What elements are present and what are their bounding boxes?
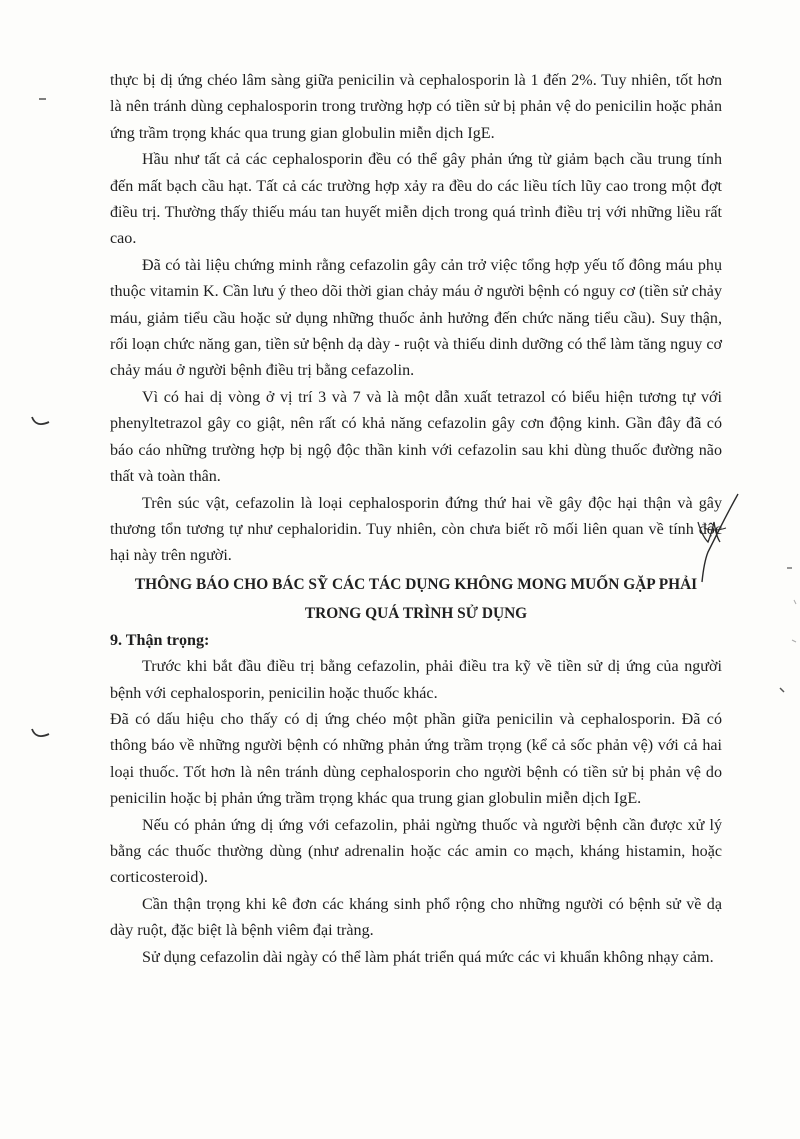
paragraph-neutropenia: Hầu như tất cả các cephalosporin đều có thể gây phản ứng từ giảm bạch cầu trung tính đến mất bạch cầu hạt. Tất cả các trường hợp xảy ra đều do các liều tích lũy cao trong một đợt điều trị. Thường thấy thiếu máu tan huyết miễn dịch trong quá trình điều trị với những liều rất cao. bbox=[110, 151, 722, 248]
precaution-cross-allergy: Đã có dấu hiệu cho thấy có dị ứng chéo một phần giữa penicilin và cephalosporin. Đã có thông báo về những người bệnh có những phản ứng trầm trọng (kể cả sốc phản vệ) với cả hai loại thuốc. Tốt hơn là nên tránh dùng cephalosporin cho người bệnh có tiền sử bị phản vệ do penicilin hoặc bị phản ứng trầm trọng khác qua trung gian globulin miễn dịch IgE. bbox=[110, 710, 722, 808]
handwritten-signature bbox=[668, 492, 740, 592]
paragraph-seizure: Vì có hai dị vòng ở vị trí 3 và 7 và là một dẫn xuất tetrazol có biểu hiện tương tự với phenyltetrazol gây co giật, nên rất có khả năng cefazolin gây cơn động kinh. Gần đây đã có báo cáo những trường hợp bị ngộ độc thần kinh với cefazolin sau khi dùng thuốc đường não thất và toàn thân. bbox=[110, 388, 722, 486]
document-body bbox=[110, 68, 722, 971]
punch-hole-mark-top bbox=[30, 414, 52, 432]
punch-hole-mark-bottom bbox=[30, 726, 52, 744]
precaution-allergic-reaction: Nếu có phản ứng dị ứng với cefazolin, phải ngừng thuốc và người bệnh cần được xử lý bằng các thuốc thường dùng (như adrenalin hoặc các amin co mạch, kháng histamin, hoặc corticosteroid). bbox=[110, 816, 722, 887]
paragraph-continuation: thực bị dị ứng chéo lâm sàng giữa penicilin và cephalosporin là 1 đến 2%. Tuy nhiên, tốt hơn là nên tránh dùng cephalosporin trong trường hợp có tiền sử bị phản vệ do penicilin hoặc phản ứng trầm trọng khác qua trung gian globulin miễn dịch IgE. bbox=[110, 72, 722, 142]
precaution-long-term-use: Sử dụng cefazolin dài ngày có thể làm phát triển quá mức các vi khuẩn không nhạy cảm. bbox=[142, 948, 714, 966]
precaution-allergy-history: Trước khi bắt đầu điều trị bằng cefazolin, phải điều tra kỹ về tiền sử dị ứng của người bệnh với cephalosporin, penicilin hoặc thuốc khác. bbox=[110, 658, 722, 702]
paragraph-animal-toxicity: Trên súc vật, cefazolin là loại cephalosporin đứng thứ hai về gây độc hại thận và gây thương tổn tương tự như cephaloridin. Tuy nhiên, còn chưa biết rõ mối liên quan về tính độc hại này trên người. bbox=[110, 494, 722, 565]
paragraph-vitamin-k: Đã có tài liệu chứng minh rằng cefazolin gây cản trở việc tổng hợp yếu tố đông máu phụ thuộc vitamin K. Cần lưu ý theo dõi thời gian chảy máu ở người bệnh có nguy cơ (tiền sử chảy máu, giảm tiểu cầu hoặc sử dụng những thuốc ảnh hưởng đến chức năng tiểu cầu). Suy thận, rối loạn chức năng gan, tiền sử bệnh dạ dày - ruột và thiếu dinh dưỡng có thể làm tăng nguy cơ chảy máu ở người bệnh điều trị bằng cefazolin. bbox=[110, 256, 722, 380]
precaution-broad-spectrum: Cần thận trọng khi kê đơn các kháng sinh phổ rộng cho những người có bệnh sử về dạ dày ruột, đặc biệt là bệnh viêm đại tràng. bbox=[110, 895, 722, 940]
notice-heading: THÔNG BÁO CHO BÁC SỸ CÁC TÁC DỤNG KHÔNG MONG MUỐN GẶP PHẢI TRONG QUÁ TRÌNH SỬ DỤNG bbox=[134, 575, 698, 622]
scan-specks bbox=[778, 560, 798, 710]
section-title: 9. Thận trọng: bbox=[110, 631, 210, 649]
scan-mark-dash bbox=[38, 96, 48, 102]
